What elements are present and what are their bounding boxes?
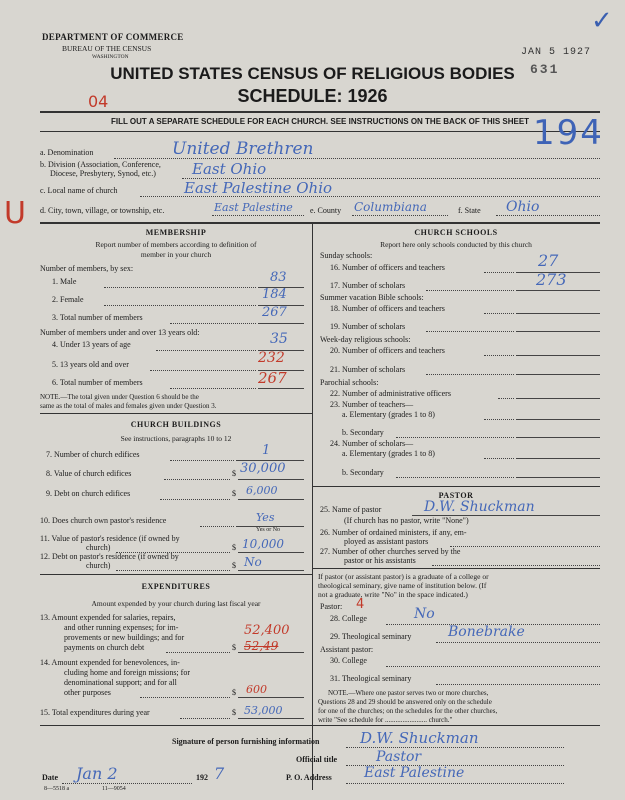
q24b-leader xyxy=(396,477,514,478)
q22-line xyxy=(516,398,600,399)
membership-note-1: NOTE.—The total given under Question 6 should be the xyxy=(40,393,199,401)
q26-label-1: 26. Number of ordained ministers, if any, em- xyxy=(320,528,467,537)
q3-label: 3. Total number of members xyxy=(52,313,143,322)
address-line xyxy=(346,783,564,784)
section-top-rule xyxy=(40,222,600,224)
q23b-label: b. Secondary xyxy=(342,428,384,437)
county-label: e. County xyxy=(310,206,342,215)
q29-line xyxy=(436,642,600,643)
q19-line xyxy=(516,331,600,332)
q7-leader xyxy=(170,460,234,461)
q24a-line xyxy=(516,458,600,459)
q24b-line xyxy=(516,477,600,478)
state-label: f. State xyxy=(458,206,481,215)
q18-label: 18. Number of officers and teachers xyxy=(330,304,445,313)
footer-top-rule xyxy=(40,725,600,726)
stamp-number: 631 xyxy=(530,62,560,77)
q24a-leader xyxy=(484,458,514,459)
year-prefix: 192 xyxy=(196,773,208,782)
q6-label: 6. Total number of members xyxy=(52,378,143,387)
q14-value: 600 xyxy=(246,683,267,696)
q12-value: No xyxy=(244,555,262,569)
q2-leader xyxy=(104,305,256,306)
q30-line xyxy=(386,666,600,667)
official-title-value: Pastor xyxy=(376,749,422,765)
membership-note-2: same as the total of males and females given under Question 3. xyxy=(40,402,217,410)
q27-label-1: 27. Number of other churches served by the xyxy=(320,547,461,556)
q9-label: 9. Debt on church edifices xyxy=(46,489,131,498)
q11-dollar: $ xyxy=(232,543,236,552)
yes-no-hint: Yes or No xyxy=(256,527,281,533)
q31-label: 31. Theological seminary xyxy=(330,674,412,683)
q9-value: 6,000 xyxy=(246,484,278,497)
graduate-note-3: not a graduate, write "No" in the space indicated.) xyxy=(318,590,468,599)
q4-label: 4. Under 13 years of age xyxy=(52,340,131,349)
q25-note: (If church has no pastor, write "None") xyxy=(344,516,469,525)
q24b-label: b. Secondary xyxy=(342,468,384,477)
q12-leader xyxy=(116,570,230,571)
division-label-line2: Diocese, Presbytery, Synod, etc.) xyxy=(50,169,156,178)
membership-subheading-2: member in your church xyxy=(140,250,212,259)
q9-dollar: $ xyxy=(232,489,236,498)
local-name-value: East Palestine Ohio xyxy=(184,179,333,197)
q15-line xyxy=(238,718,304,719)
q1-value: 83 xyxy=(270,270,287,285)
date-line xyxy=(62,783,192,784)
membership-subheading-1: Report number of members according to definition of xyxy=(95,240,257,249)
q17-leader xyxy=(426,290,514,291)
q3-leader xyxy=(170,323,256,324)
q12-line xyxy=(238,570,304,571)
assistant-pastor-subheading: Assistant pastor: xyxy=(320,645,374,654)
age-intro-label: Number of members under and over 13 years old: xyxy=(40,328,200,337)
q8-leader xyxy=(164,479,230,480)
header-rule xyxy=(40,111,600,113)
q22-leader xyxy=(498,398,514,399)
city-value: East Palestine xyxy=(214,201,293,214)
q15-value: 53,000 xyxy=(244,704,283,717)
q13-value: 52,400 xyxy=(244,623,290,638)
sunday-label: Sunday schools: xyxy=(320,251,373,260)
form-title: UNITED STATES CENSUS OF RELIGIOUS BODIES xyxy=(110,64,515,83)
q12-dollar: $ xyxy=(232,561,236,570)
division-label-line1: b. Division (Association, Conference, xyxy=(40,160,161,169)
q24-label: 24. Number of scholars— xyxy=(330,439,414,448)
q14-leader xyxy=(140,697,230,698)
q9-line xyxy=(238,499,304,500)
q25-label: 25. Name of pastor xyxy=(320,505,382,514)
q6-line xyxy=(258,388,304,389)
q2-value: 184 xyxy=(262,287,287,302)
q12-label-1: 12. Debt on pastor's residence (if owned by xyxy=(40,552,179,561)
q20-label: 20. Number of officers and teachers xyxy=(330,346,445,355)
q20-line xyxy=(516,355,600,356)
q11-value: 10,000 xyxy=(242,537,284,551)
q17-line xyxy=(516,290,600,291)
q26-label-2: ployed as assistant pastors xyxy=(344,537,429,546)
q2-label: 2. Female xyxy=(52,295,84,304)
q13-label-4: payments on church debt xyxy=(64,643,145,652)
q30-label: 30. College xyxy=(330,656,367,665)
q15-dollar: $ xyxy=(232,708,236,717)
denomination-label: a. Denomination xyxy=(40,148,94,157)
q21-leader xyxy=(426,374,514,375)
q19-label: 19. Number of scholars xyxy=(330,322,406,331)
parochial-label: Parochial schools: xyxy=(320,378,379,387)
division-value: East Ohio xyxy=(192,160,267,178)
q23a-leader xyxy=(484,419,514,420)
q25-value: D.W. Shuckman xyxy=(424,499,535,515)
expenditures-subheading: Amount expended by your church during last fiscal year xyxy=(91,599,261,608)
graduate-note-2: theological seminary, give name of institution below. (If xyxy=(318,581,487,590)
address-value: East Palestine xyxy=(364,765,465,781)
graduate-note-1: If pastor (or assistant pastor) is a graduate of a college or xyxy=(318,572,489,581)
q26-leader xyxy=(450,546,600,547)
q14-label-1: 14. Amount expended for benevolences, in- xyxy=(40,658,180,667)
q14-line xyxy=(238,697,304,698)
q23a-line xyxy=(516,419,600,420)
q23a-label: a. Elementary (grades 1 to 8) xyxy=(342,410,435,419)
pastor-mark: 4 xyxy=(356,597,365,612)
q1-label: 1. Male xyxy=(52,277,77,286)
q8-dollar: $ xyxy=(232,469,236,478)
q11-label-1: 11. Value of pastor's residence (if owned by xyxy=(40,534,180,543)
year-value: 7 xyxy=(214,764,225,783)
q27-leader xyxy=(432,565,600,566)
expenditures-heading: EXPENDITURES xyxy=(141,582,211,591)
center-divider xyxy=(312,222,313,790)
q6-value: 267 xyxy=(258,369,287,387)
q16-value: 27 xyxy=(538,251,559,270)
address-label: P. O. Address xyxy=(286,773,332,782)
q14-label-2: cluding home and foreign missions; for xyxy=(64,668,190,677)
q4-value: 35 xyxy=(270,331,288,347)
signature-line xyxy=(346,747,564,748)
state-value: Ohio xyxy=(506,199,540,215)
local-name-label: c. Local name of church xyxy=(40,186,118,195)
q13-struck-value: 52,49 xyxy=(244,639,279,653)
q15-label: 15. Total expenditures during year xyxy=(40,708,150,717)
q5-leader xyxy=(150,370,256,371)
schools-subheading: Report here only schools conducted by this church xyxy=(380,240,532,249)
q17-label: 17. Number of scholars xyxy=(330,281,406,290)
q17-value: 273 xyxy=(536,270,567,289)
date-label: Date xyxy=(42,773,58,782)
buildings-heading: CHURCH BUILDINGS xyxy=(130,420,222,429)
received-date-stamp: JAN 5 1927 xyxy=(521,47,592,58)
q23b-line xyxy=(516,437,600,438)
county-line xyxy=(352,215,448,216)
q23b-leader xyxy=(396,437,514,438)
pastor-note-4: write "See schedule for ........................ church." xyxy=(318,716,453,724)
department-name: DEPARTMENT OF COMMERCE xyxy=(42,32,184,42)
q28-value: No xyxy=(414,606,435,622)
q5-value: 232 xyxy=(258,350,285,366)
q31-line xyxy=(436,684,600,685)
q13-label-2: and other running expenses; for im- xyxy=(64,623,179,632)
official-title-label: Official title xyxy=(296,755,338,764)
q13-leader xyxy=(166,652,230,653)
membership-bottom-rule xyxy=(40,413,312,414)
weekday-label: Week-day religious schools: xyxy=(320,335,411,344)
q3-value: 267 xyxy=(262,305,287,320)
q6-leader xyxy=(170,388,256,389)
q11-label-2: church) xyxy=(86,543,111,552)
q27-label-2: pastor or his assistants xyxy=(344,556,416,565)
denomination-value: United Brethren xyxy=(172,139,314,159)
q14-label-3: denominational support; and for all xyxy=(64,678,177,687)
buildings-bottom-rule xyxy=(40,574,312,575)
checkmark-icon: ✓ xyxy=(591,6,613,36)
q1-leader xyxy=(104,287,256,288)
schools-bottom-rule xyxy=(312,486,600,487)
handwritten-code: 04 xyxy=(88,92,109,111)
form-instruction: FILL OUT A SEPARATE SCHEDULE FOR EACH CHURCH. SEE INSTRUCTIONS ON THE BACK OF THIS SHEET xyxy=(110,117,530,126)
q5-label: 5. 13 years old and over xyxy=(52,360,129,369)
q18-leader xyxy=(484,313,514,314)
city-line xyxy=(212,215,304,216)
q12-label-2: church) xyxy=(86,561,111,570)
q9-leader xyxy=(160,499,230,500)
q16-label: 16. Number of officers and teachers xyxy=(330,263,445,272)
q13-label-1: 13. Amount expended for salaries, repairs, xyxy=(40,613,176,622)
q18-line xyxy=(516,313,600,314)
q13-dollar: $ xyxy=(232,643,236,652)
instruction-rule xyxy=(40,131,600,132)
q16-leader xyxy=(484,272,514,273)
q28-label: 28. College xyxy=(330,614,367,623)
signature-label: Signature of person furnishing information xyxy=(172,737,320,746)
q13-label-3: provements or new buildings; and for xyxy=(64,633,185,642)
q21-line xyxy=(516,374,600,375)
q24a-label: a. Elementary (grades 1 to 8) xyxy=(342,449,435,458)
q3-line xyxy=(258,323,304,324)
schools-heading: CHURCH SCHOOLS xyxy=(414,228,498,237)
form-id: 8—5518 a xyxy=(44,786,70,792)
q14-dollar: $ xyxy=(232,688,236,697)
summer-label: Summer vacation Bible schools: xyxy=(320,293,424,302)
q10-leader xyxy=(200,526,234,527)
q29-value: Bonebrake xyxy=(448,624,525,640)
q10-value: Yes xyxy=(256,511,275,524)
q10-label: 10. Does church own pastor's residence xyxy=(40,516,167,525)
pastor-note-2: Questions 28 and 29 should be answered only on the schedule xyxy=(318,698,492,706)
bureau-name: BUREAU OF THE CENSUS xyxy=(62,44,152,53)
q11-line xyxy=(238,552,304,553)
q8-line xyxy=(238,479,304,480)
q8-value: 30,000 xyxy=(240,461,286,476)
margin-mark: U xyxy=(4,196,26,231)
print-id: 11—9054 xyxy=(102,786,126,792)
city-name: WASHINGTON xyxy=(92,54,129,60)
buildings-subheading: See instructions, paragraphs 10 to 12 xyxy=(120,434,232,443)
q21-label: 21. Number of scholars xyxy=(330,365,406,374)
q19-leader xyxy=(426,331,514,332)
q29-label: 29. Theological seminary xyxy=(330,632,412,641)
state-line xyxy=(496,215,600,216)
pastor-subheading: Pastor: xyxy=(320,602,343,611)
q20-leader xyxy=(484,355,514,356)
signature-value: D.W. Shuckman xyxy=(360,729,479,747)
q8-label: 8. Value of church edifices xyxy=(46,469,132,478)
city-label: d. City, town, village, or township, etc. xyxy=(40,206,165,215)
date-value: Jan 2 xyxy=(76,764,118,783)
q22-label: 22. Number of administrative officers xyxy=(330,389,451,398)
county-value: Columbiana xyxy=(354,200,427,214)
handwritten-form-number: 194 xyxy=(533,113,604,153)
pastor-heading: PASTOR xyxy=(438,491,474,500)
q4-leader xyxy=(156,350,256,351)
q23-label: 23. Number of teachers— xyxy=(330,400,414,409)
pastor-note-3: for one of the churches; on the schedules for the other churches, xyxy=(318,707,498,715)
form-schedule-title: SCHEDULE: 1926 xyxy=(237,86,388,106)
q15-leader xyxy=(180,718,230,719)
pastor-note-1: NOTE.—Where one pastor serves two or more churches, xyxy=(328,689,489,697)
by-sex-label: Number of members, by sex: xyxy=(40,264,134,273)
membership-heading: MEMBERSHIP xyxy=(145,228,207,237)
pastor-mid-rule xyxy=(312,568,600,569)
q7-label: 7. Number of church edifices xyxy=(46,450,140,459)
q7-value: 1 xyxy=(262,443,271,458)
q14-label-4: other purposes xyxy=(64,688,111,697)
